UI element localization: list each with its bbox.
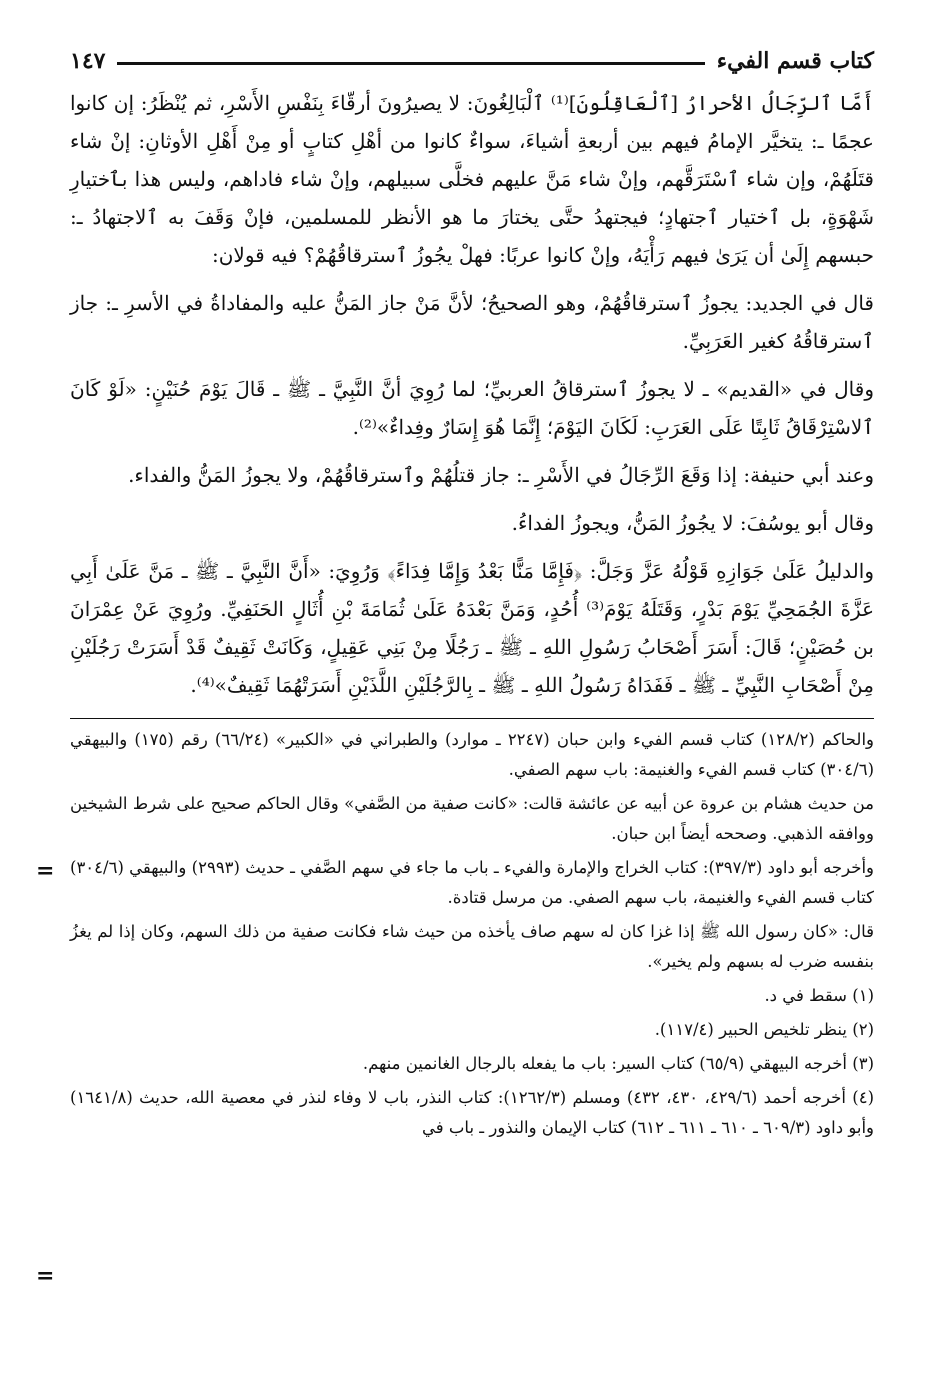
paragraph: قال في الجديد: يجوزُ ٱسترقاقُهُمْ، وهو الصحيحُ؛ لأنَّ مَنْ جاز المَنُّ عليه والمفاداةُ في الأسرِ ـ: جاز ٱسترقاقُهُ كغير العَرَبِيِّ.: [70, 291, 874, 353]
page-number: ١٤٧: [70, 48, 106, 74]
footnote: من حديث هشام بن عروة عن أبيه عن عائشة قالت: «كانت صفية من الصَّفي» وقال الحاكم صحيح على شرط الشيخين ووافقه الذهبي. وصححه أيضاً ابن حبان.: [70, 794, 874, 843]
paragraph: وقال في «القديم» ـ لا يجوزُ ٱسترقاقُ العربيِّ؛ لما رُوِيَ أنَّ النَّبِيَّ ـ ﷺ ـ قَالَ يَوْمَ حُنَيْنٍ: «لَوْ كَانَ ٱلاسْتِرْقَاقُ ثَابِتًا عَلَى العَرَبِ: لَكَانَ اليَوْمَ؛ إِنَّمَا هُوَ إِسَارٌ وفِداءٌ»⁽²⁾.: [70, 377, 874, 439]
footnote: (٣) أخرجه البيهقي (٦٥/٩) كتاب السير: باب ما يفعله بالرجال الغانمين منهم.: [362, 1054, 874, 1073]
running-header: [70, 36, 874, 74]
footnote: وأخرجه أبو داود (٣٩٧/٣): كتاب الخراج والإمارة والفيء ـ باب ما جاء في سهم الصَّفي ـ حديث (٢٩٩٣) والبيهقي (٣٠٤/٦) كتاب قسم الفيء والغنيمة، باب سهم الصفي. من مرسل قتادة.: [70, 858, 874, 907]
paragraph: وقال أبو يوسُفَ: لا يجُوزُ المَنُّ، ويجوزُ الفداءُ.: [511, 511, 874, 535]
paragraph: والدليلُ عَلَىٰ جَوَازِهِ قَوْلُهُ عَزَّ وَجَلَّ: ﴿فَإِمَّا مَنًّا بَعْدُ وَإِمَّا فِدَاءً﴾ وَرُوِيَ: «أَنَّ النَّبِيَّ ـ ﷺ ـ مَنَّ عَلَىٰ أَبِي عَزَّةَ الجُمَحِيِّ يَوْمَ بَدْرٍ، وَقَتَلَهُ يَوْمَ⁽³⁾ أُحُدٍ، وَمَنَّ بَعْدَهُ عَلَىٰ ثُمَامَةَ بْنِ أُثَالٍ الحَنَفِيِّ. ورُوِيَ عَنْ عِمْرَانَ بن حُصَيْنٍ؛ قَالَ: أَسَرَ أَصْحَابُ رَسُولِ اللهِ ـ ﷺ ـ رَجُلًا مِنْ بَنِي عَقِيلٍ، وَكَانَتْ ثَقِيفٌ قَدْ أَسَرَتْ رَجُلَيْنِ مِنْ أَصْحَابِ النَّبِيِّ ـ ﷺ ـ فَفَدَاهُ رَسُولُ اللهِ ـ ﷺ ـ بِالرَّجُلَيْنِ اللَّذَيْنِ أَسَرَتْهُمَا ثَقِيفٌ»⁽⁴⁾.: [70, 559, 874, 697]
continuation-mark-top: =: [36, 858, 55, 884]
footnote: (١) سقط في د.: [764, 986, 874, 1005]
footnote: (٤) أخرجه أحمد (٤٢٩/٦، ٤٣٠، ٤٣٢) ومسلم (١٢٦٢/٣): كتاب النذر، باب لا وفاء لنذر في معصية الله، حديث (١٦٤١/٨) وأبو داود (٦٠٩/٣ ـ ٦١٠ ـ ٦١١ ـ ٦١٢) كتاب الإيمان والنذور ـ باب في: [70, 1088, 874, 1137]
footnote-separator: [70, 718, 874, 719]
footnote: والحاكم (١٢٨/٢) كتاب قسم الفيء وابن حبان (٢٢٤٧ ـ موارد) والطبراني في «الكبير» (٦٦/٢٤) رقم (١٧٥) والبيهقي (٣٠٤/٦) كتاب قسم الفيء والغنيمة: باب سهم الصفي.: [70, 730, 875, 779]
header-rule: [117, 62, 704, 65]
running-title: كتاب قسم الفيء: [716, 48, 874, 74]
footnote: (٢) ينظر تلخيص الحبير (١١٧/٤).: [654, 1020, 874, 1039]
main-text: [70, 84, 874, 704]
footnotes: [70, 725, 874, 1143]
paragraph: أَمَّا ٱلرِّجَالُ الأحرارُ [ٱلْعَاقِلُونَ]⁽¹⁾ ٱلْبَالِغُونَ: لا يصيرُونَ أرقّاءَ بِنَفْسِ الأَسْرِ، ثم يُنْظَرُ: إن كانوا عجمًا ـ: يتخيَّر الإمامُ فيهم بين أربعةِ أشياءَ، سواءٌ كانوا من أهْلِ كتابٍ أو مِنْ أَهْلِ الأوثانِ: إنْ شاء قتَلَهُمْ، وإن شاء ٱسْتَرَقَّهم، وإنْ شاء مَنَّ عليهم فخلَّى سبيلهم، وإنْ شاء فاداهم، وليس هذا بٱختيارِ شَهْوَةٍ، بل ٱختيار ٱجتهادٍ؛ فيجتهدُ حتَّى يختارَ ما هو الأنظر للمسلمين، فإنْ وَقَفَ به ٱلاجتهادُ ـ: حبسهم إِلَىٰ أن يَرَىٰ فيهم رَأْيَهُ، وإنْ كانوا عربًا: فهلْ يجُوزُ ٱسترقاقُهُمْ؟ فيه قولان:: [70, 91, 874, 267]
paragraph: وعند أبي حنيفة: إذا وَقَعَ الرِّجَالُ في الأَسْرِ ـ: جاز قتلُهُمْ وٱسترقاقُهُمْ، ولا يجوزُ المَنُّ والفداء.: [128, 463, 874, 487]
continuation-mark-bottom: =: [36, 1263, 55, 1289]
footnote: قال: «كان رسول الله ﷺ إذا غزا كان له سهم صاف يأخذه من حيث شاء فكانت صفية من ذلك السهم، وكان إذا لم يغزُ بنفسه ضرب له بسهم ولم يخير».: [70, 922, 874, 971]
